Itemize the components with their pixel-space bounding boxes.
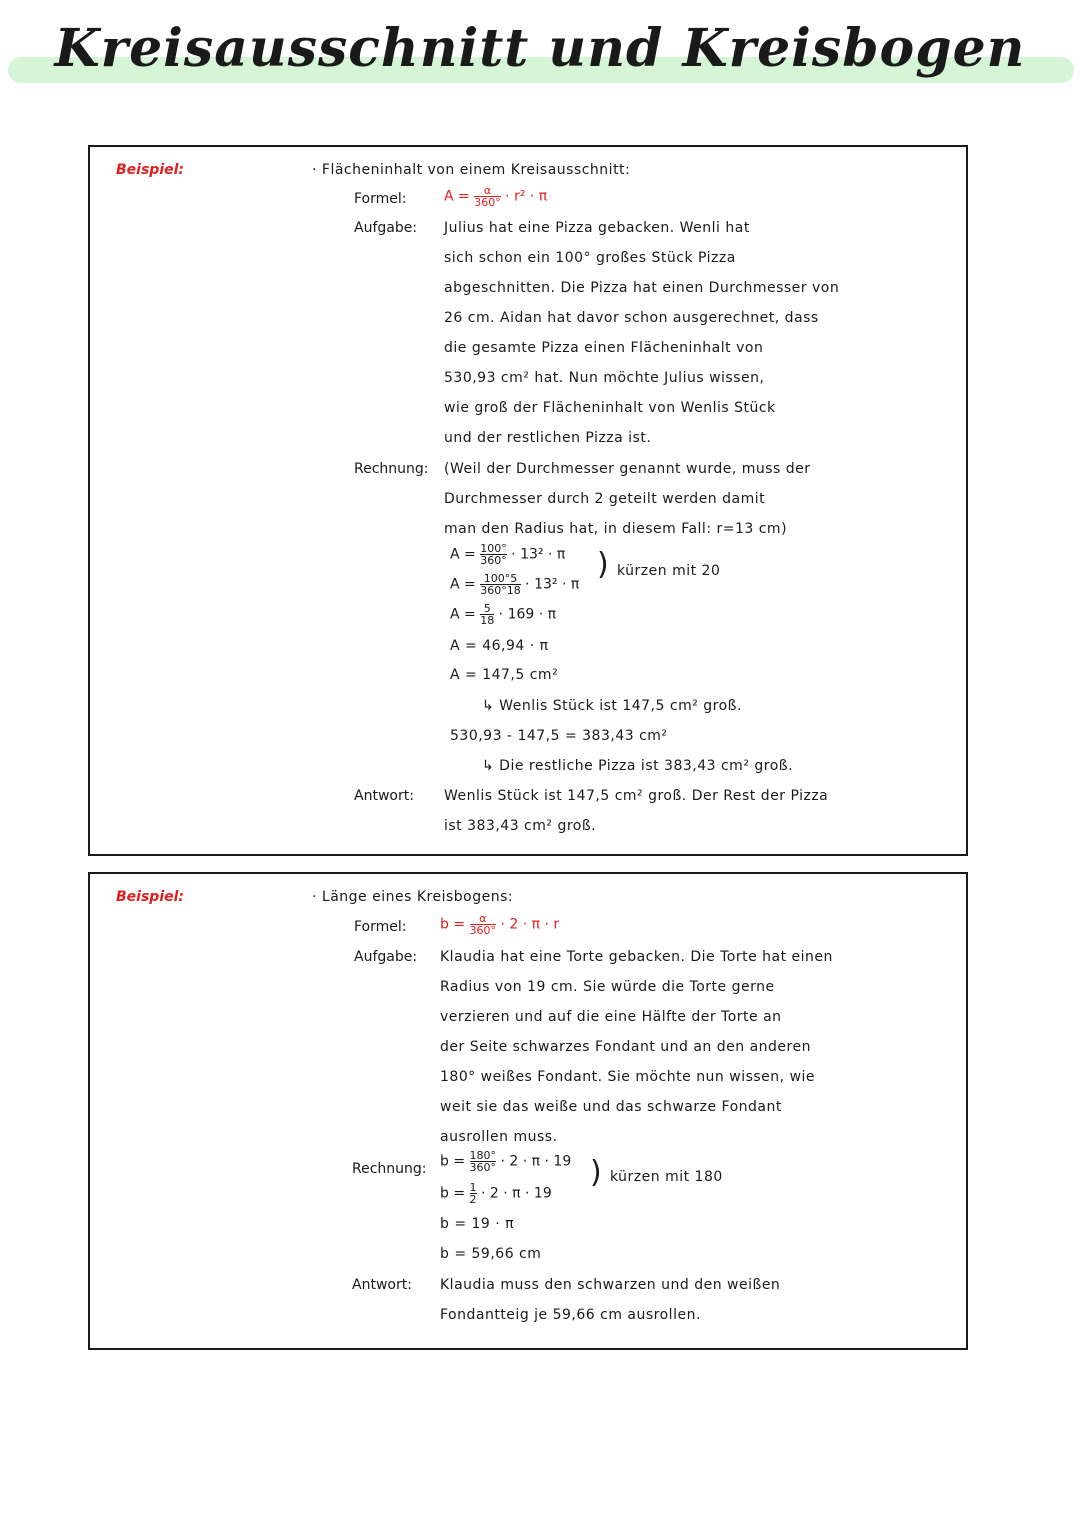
answer-line: Fondantteig je 59,66 cm ausrollen. — [440, 1307, 701, 1323]
step-fraction — [480, 603, 494, 626]
step-rest: · 169 · π — [498, 606, 557, 623]
task-line: sich schon ein 100° großes Stück Pizza — [444, 250, 736, 266]
step-rest: · 13² · π — [511, 546, 566, 563]
task-line: Radius von 19 cm. Sie würde die Torte gerne — [440, 979, 775, 995]
formula-label: Formel: — [354, 191, 407, 207]
task-line: Klaudia hat eine Torte gebacken. Die Torte hat einen — [440, 949, 833, 965]
answer-line: ist 383,43 cm² groß. — [444, 818, 597, 834]
task-line: ausrollen muss. — [440, 1129, 558, 1145]
task-label: Aufgabe: — [354, 220, 418, 236]
fraction-denominator: 360° — [469, 1161, 497, 1174]
step-fraction — [470, 1150, 497, 1173]
calc-intro-line: Durchmesser durch 2 geteilt werden damit — [444, 491, 766, 507]
step-fraction — [480, 573, 521, 596]
formula — [444, 185, 547, 208]
calc-step-1 — [440, 1150, 571, 1173]
step-lhs: b = — [440, 1185, 466, 1202]
answer-label: Antwort: — [352, 1277, 412, 1293]
brace: ) — [597, 547, 609, 582]
calc-step-2 — [440, 1182, 552, 1205]
formula-rest: · r² · π — [505, 188, 548, 205]
section-heading: · Flächeninhalt von einem Kreisausschnitt: — [312, 162, 631, 178]
calc-step-5: A = 147,5 cm² — [450, 667, 559, 683]
task-line: 180° weißes Fondant. Sie möchte nun wissen, wie — [440, 1069, 816, 1085]
step-lhs: A = — [450, 606, 476, 623]
brace: ) — [590, 1155, 602, 1190]
subtraction-line: 530,93 - 147,5 = 383,43 cm² — [450, 728, 668, 744]
fraction-denominator: 360° — [480, 554, 507, 567]
formula-fraction — [470, 913, 497, 936]
fraction-denominator: 360°18 — [480, 584, 521, 597]
example-tag: Beispiel: — [116, 162, 185, 178]
fraction-denominator: 360° — [474, 196, 501, 209]
task-line: abgeschnitten. Die Pizza hat einen Durchmesser von — [444, 280, 840, 296]
calc-intro-line: (Weil der Durchmesser genannt wurde, muss der — [444, 461, 811, 477]
example-tag: Beispiel: — [116, 889, 185, 905]
task-line: die gesamte Pizza einen Flächeninhalt von — [444, 340, 764, 356]
answer-line: Wenlis Stück ist 147,5 cm² groß. Der Rest der Pizza — [444, 788, 829, 804]
answer-line: Klaudia muss den schwarzen und den weißen — [440, 1277, 781, 1293]
task-label: Aufgabe: — [354, 949, 418, 965]
fraction-numerator: 1 — [469, 1181, 477, 1194]
step-lhs: A = — [450, 576, 476, 593]
fraction-denominator: 18 — [480, 614, 495, 627]
calc-step-1 — [450, 543, 565, 566]
fraction-numerator: 5 — [483, 602, 491, 615]
task-line: 26 cm. Aidan hat davor schon ausgerechnet, dass — [444, 310, 819, 326]
shorten-note: kürzen mit 180 — [610, 1169, 723, 1185]
step-lhs: A = — [450, 546, 476, 563]
step-lhs: b = — [440, 1153, 466, 1170]
calc-step-4: A = 46,94 · π — [450, 638, 549, 654]
page-title: Kreisausschnitt und Kreisbogen — [54, 18, 1026, 79]
formula-rest: · 2 · π · r — [500, 916, 560, 933]
fraction-numerator: 100° — [480, 542, 507, 555]
fraction-numerator: α — [483, 184, 492, 197]
step-rest: · 13² · π — [525, 576, 580, 593]
task-line: wie groß der Flächeninhalt von Wenlis Stück — [444, 400, 776, 416]
calc-step-3 — [450, 603, 556, 626]
formula-label: Formel: — [354, 919, 407, 935]
step-rest: · 2 · π · 19 — [480, 1185, 552, 1202]
formula-fraction — [474, 185, 501, 208]
step-rest: · 2 · π · 19 — [500, 1153, 572, 1170]
calc-step-2 — [450, 573, 579, 596]
shorten-note: kürzen mit 20 — [617, 563, 721, 579]
fraction-denominator: 360° — [469, 924, 497, 937]
calc-step-3: b = 19 · π — [440, 1216, 515, 1232]
result-line: ↳ Wenlis Stück ist 147,5 cm² groß. — [482, 698, 742, 714]
fraction-numerator: 180° — [469, 1149, 497, 1162]
calc-intro-line: man den Radius hat, in diesem Fall: r=13 cm) — [444, 521, 788, 537]
result-line: ↳ Die restliche Pizza ist 383,43 cm² groß. — [482, 758, 794, 774]
task-line: weit sie das weiße und das schwarze Fondant — [440, 1099, 782, 1115]
formula-lhs: b = — [440, 916, 466, 933]
calc-step-4: b = 59,66 cm — [440, 1246, 542, 1262]
fraction-denominator: 2 — [469, 1193, 477, 1206]
calc-label: Rechnung: — [352, 1161, 427, 1177]
formula-lhs: A = — [444, 188, 470, 205]
fraction-numerator: α — [479, 912, 487, 925]
fraction-numerator: 100°5 — [483, 572, 518, 585]
formula — [440, 913, 559, 936]
task-line: 530,93 cm² hat. Nun möchte Julius wissen, — [444, 370, 765, 386]
task-line: der Seite schwarzes Fondant und an den anderen — [440, 1039, 811, 1055]
task-line: Julius hat eine Pizza gebacken. Wenli hat — [444, 220, 750, 236]
step-fraction — [470, 1182, 477, 1205]
step-fraction — [480, 543, 507, 566]
section-heading: · Länge eines Kreisbogens: — [312, 889, 514, 905]
answer-label: Antwort: — [354, 788, 414, 804]
task-line: verzieren und auf die eine Hälfte der Torte an — [440, 1009, 782, 1025]
task-line: und der restlichen Pizza ist. — [444, 430, 652, 446]
calc-label: Rechnung: — [354, 461, 429, 477]
